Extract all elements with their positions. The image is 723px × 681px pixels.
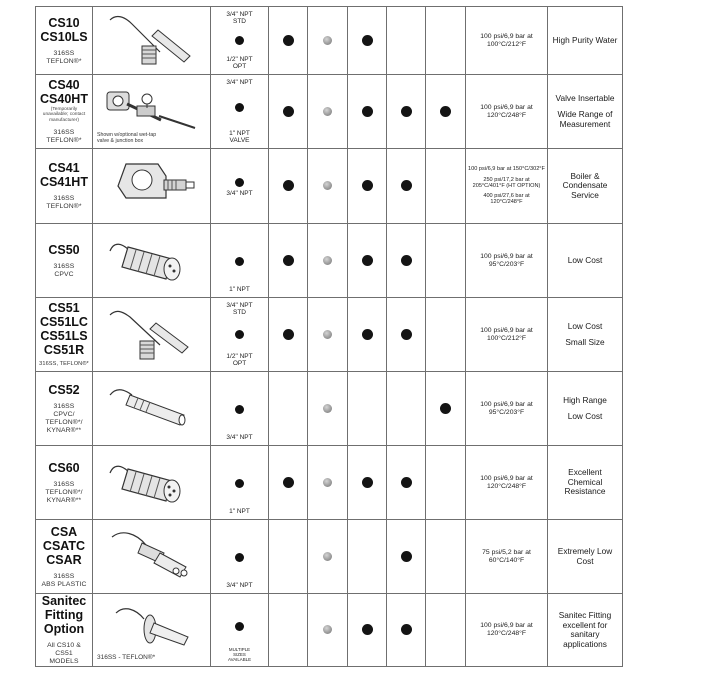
grey-dot-icon [323, 330, 332, 339]
connection-cell [211, 298, 269, 372]
model-name: Option [43, 622, 85, 636]
material-text: 316SS [53, 480, 75, 488]
connection-text: 3/4" NPT [226, 78, 253, 86]
model-name: Sanitec [41, 594, 87, 608]
feature-cell [387, 298, 426, 372]
sensor-illustration-icon [93, 381, 210, 436]
rating-text: 400 psi/27,6 bar at 120°C/248°F [483, 193, 530, 206]
material-text: 316SS [53, 195, 75, 202]
black-dot-icon [283, 35, 294, 46]
material-text: 316SS [53, 402, 75, 410]
application-text: Low Cost [567, 320, 603, 331]
feature-cell [348, 520, 387, 594]
feature-cell [426, 149, 466, 224]
connection-text: 3/4" NPT [226, 582, 253, 589]
application-cell [548, 75, 623, 149]
material-text: TEFLON®* [46, 203, 82, 210]
connection-text: 3/4" NPT [226, 434, 253, 441]
sensor-illustration-icon [93, 156, 210, 216]
model-cell [36, 520, 93, 594]
model-cell [36, 7, 93, 75]
feature-cell [348, 446, 387, 520]
grey-dot-icon [323, 478, 332, 487]
connection-cell [211, 520, 269, 594]
feature-cell [426, 520, 466, 594]
application-text: Low Cost [567, 254, 603, 265]
black-dot-icon [362, 255, 373, 266]
black-dot-icon [401, 624, 412, 635]
feature-cell [387, 372, 426, 446]
connection-cell [211, 7, 269, 75]
material-text: 316SS [53, 129, 75, 137]
feature-cell [269, 372, 308, 446]
sensor-image-cell [93, 224, 211, 298]
sensor-illustration-icon [93, 305, 210, 365]
black-dot-icon [401, 180, 412, 191]
model-cell [36, 446, 93, 520]
feature-cell [308, 372, 348, 446]
connection-cell [211, 75, 269, 149]
application-text: Boiler & Condensate Service [562, 170, 608, 200]
rating-text: 100 psi/6,9 bar at 120°C/248°F [480, 622, 533, 637]
material-text: 316SS [53, 262, 75, 270]
black-dot-icon [401, 255, 412, 266]
feature-cell [308, 75, 348, 149]
connection-cell [211, 149, 269, 224]
application-cell [548, 224, 623, 298]
model-name: CSATC [42, 538, 86, 553]
grey-dot-icon [323, 625, 332, 634]
application-cell [548, 594, 623, 667]
black-dot-icon [401, 477, 412, 488]
connection-dot [235, 257, 244, 266]
feature-cell [426, 446, 466, 520]
table-row [36, 594, 623, 667]
rating-text: 100 psi/6,9 bar at 100°C/212°F [480, 326, 533, 342]
grey-dot-icon [323, 181, 332, 190]
rating-text: 100 psi/6,9 bar at 95°C/203°F [480, 252, 533, 268]
application-cell [548, 7, 623, 75]
sensor-illustration-icon [93, 527, 210, 587]
pressure-temperature-rating [466, 149, 548, 224]
application-cell [548, 520, 623, 594]
model-name: CS10LS [40, 29, 88, 44]
rating-text: 100 psi/6,9 bar at 150°C/302°F [468, 166, 545, 173]
image-caption: Shown w/optional wet-tap valve & junction box [97, 132, 157, 144]
rating-text: 100 psi/6,9 bar at 95°C/203°F [480, 400, 533, 416]
feature-cell [348, 372, 387, 446]
feature-cell [348, 149, 387, 224]
feature-cell [387, 594, 426, 667]
black-dot-icon [283, 477, 294, 488]
feature-cell [387, 75, 426, 149]
black-dot-icon [362, 329, 373, 340]
grey-dot-icon [323, 552, 332, 561]
model-cell [36, 594, 93, 667]
material-text: TEFLON®*/ [45, 488, 83, 496]
grey-dot-icon [323, 107, 332, 116]
table-row [36, 520, 623, 594]
rating-text: 250 psi/17,2 bar at 205°C/401°F (HT OPTION) [472, 176, 541, 189]
application-cell [548, 372, 623, 446]
connection-dot [235, 330, 244, 339]
sensor-illustration-icon [93, 84, 210, 139]
model-cell [36, 149, 93, 224]
sensor-illustration-icon [93, 12, 210, 70]
pressure-temperature-rating [466, 224, 548, 298]
material-text: KYNAR®** [46, 426, 82, 434]
rating-text: 100 psi/6,9 bar at 120°C/248°F [480, 103, 533, 119]
material-text: TEFLON®* [46, 137, 82, 145]
feature-cell [426, 298, 466, 372]
sensor-image-cell [93, 298, 211, 372]
feature-cell [269, 7, 308, 75]
pressure-temperature-rating [466, 298, 548, 372]
model-name: CS41HT [40, 175, 88, 189]
connection-dot [235, 36, 244, 45]
table-row [36, 75, 623, 149]
feature-cell [348, 298, 387, 372]
black-dot-icon [362, 624, 373, 635]
application-text: Extremely Low Cost [557, 546, 613, 566]
sensor-image-cell [93, 75, 211, 149]
black-dot-icon [362, 180, 373, 191]
material-text: KYNAR®** [46, 496, 82, 504]
application-text: Low Cost [567, 411, 603, 421]
sensor-illustration-icon [93, 233, 210, 288]
application-text: Sanitec Fitting excellent for sanitary applications [558, 610, 612, 649]
model-name: CS40HT [40, 91, 88, 106]
black-dot-icon [401, 329, 412, 340]
application-text: Small Size [565, 337, 605, 347]
application-cell [548, 446, 623, 520]
black-dot-icon [401, 551, 412, 562]
sensor-comparison-table [35, 6, 623, 667]
model-name: Fitting [44, 608, 84, 622]
feature-cell [269, 149, 308, 224]
application-text: Valve Insertable [555, 92, 615, 103]
material-list [38, 481, 90, 505]
image-caption: 316SS - TEFLON®* [97, 654, 156, 661]
sensor-image-cell [93, 594, 211, 667]
table-row [36, 372, 623, 446]
feature-cell [308, 298, 348, 372]
black-dot-icon [401, 106, 412, 117]
black-dot-icon [283, 255, 294, 266]
connection-dot [235, 479, 244, 488]
feature-cell [348, 75, 387, 149]
material-list [38, 195, 90, 211]
application-text: High Purity Water [552, 34, 618, 45]
connection-dot [235, 103, 244, 112]
table-row [36, 149, 623, 224]
connection-cell [211, 372, 269, 446]
model-name: CS50 [48, 242, 80, 257]
feature-cell [269, 520, 308, 594]
black-dot-icon [440, 106, 451, 117]
connection-cell [211, 224, 269, 298]
application-cell [548, 149, 623, 224]
model-name: CS52 [48, 382, 80, 397]
feature-cell [387, 7, 426, 75]
grey-dot-icon [323, 404, 332, 413]
connection-text: MULTIPLE SIZES AVAILABLE [227, 647, 252, 662]
model-name: CSAR [46, 552, 82, 567]
feature-cell [348, 7, 387, 75]
table-row [36, 224, 623, 298]
grey-dot-icon [323, 36, 332, 45]
application-text: Wide Range of Measurement [557, 109, 613, 129]
connection-dot [235, 178, 244, 187]
material-list [38, 642, 90, 666]
rating-text: 75 psi/5,2 bar at 60°C/140°F [482, 548, 531, 564]
material-text: 316SS [53, 572, 75, 580]
material-list [38, 360, 90, 368]
material-list [38, 129, 90, 145]
material-text: CPVC [54, 270, 74, 278]
material-list [38, 50, 90, 66]
connection-dot [235, 553, 244, 562]
connection-dot [235, 405, 244, 414]
model-name: CS40 [48, 77, 80, 92]
connection-text: 1" NPT VALVE [229, 129, 250, 144]
feature-cell [269, 75, 308, 149]
model-name: CS60 [48, 460, 80, 475]
material-text: ABS PLASTIC [41, 580, 87, 588]
feature-cell [387, 446, 426, 520]
material-text: TEFLON®*/ [45, 418, 83, 426]
feature-cell [269, 298, 308, 372]
model-name: CS41 [48, 161, 80, 175]
feature-cell [308, 594, 348, 667]
grey-dot-icon [323, 256, 332, 265]
sensor-image-cell [93, 520, 211, 594]
sensor-illustration-icon [93, 603, 210, 658]
model-note: (Temporarily unavailable; contact manufacturer) [42, 106, 86, 123]
material-text: 316SS [53, 49, 75, 57]
model-name: CS51R [43, 343, 85, 357]
rating-text: 100 psi/6,9 bar at 100°C/212°F [480, 32, 533, 48]
sensor-image-cell [93, 7, 211, 75]
connection-text: 3/4" NPT STD [226, 301, 253, 316]
application-cell [548, 298, 623, 372]
black-dot-icon [440, 403, 451, 414]
connection-cell [211, 594, 269, 667]
model-name: CS51LS [40, 329, 88, 343]
feature-cell [426, 224, 466, 298]
black-dot-icon [362, 106, 373, 117]
black-dot-icon [283, 329, 294, 340]
feature-cell [348, 224, 387, 298]
table-row [36, 446, 623, 520]
black-dot-icon [362, 35, 373, 46]
model-cell [36, 224, 93, 298]
comparison-grid [35, 6, 623, 667]
black-dot-icon [283, 106, 294, 117]
model-name: CS51 [48, 301, 80, 315]
sensor-illustration-icon [93, 455, 210, 510]
pressure-temperature-rating [466, 446, 548, 520]
feature-cell [308, 7, 348, 75]
model-cell [36, 372, 93, 446]
black-dot-icon [362, 477, 373, 488]
pressure-temperature-rating [466, 75, 548, 149]
pressure-temperature-rating [466, 520, 548, 594]
model-name: CSA [50, 524, 78, 539]
connection-cell [211, 446, 269, 520]
sensor-image-cell [93, 149, 211, 224]
feature-cell [387, 149, 426, 224]
material-list [38, 573, 90, 589]
feature-cell [308, 520, 348, 594]
connection-text: 1/2" NPT OPT [226, 352, 253, 367]
connection-text: 3/4" NPT STD [226, 10, 253, 25]
model-name: CS51LC [40, 315, 88, 329]
feature-cell [348, 594, 387, 667]
connection-text: 1" NPT [229, 286, 250, 293]
material-list [38, 403, 90, 435]
material-text: 316SS, TEFLON®* [39, 361, 89, 367]
feature-cell [426, 7, 466, 75]
material-list [38, 263, 90, 279]
application-text: High Range [563, 394, 607, 405]
table-row [36, 7, 623, 75]
model-cell [36, 298, 93, 372]
material-text: All CS10 & CS51 [47, 642, 81, 657]
pressure-temperature-rating [466, 372, 548, 446]
sensor-image-cell [93, 372, 211, 446]
feature-cell [387, 520, 426, 594]
connection-dot [235, 622, 244, 631]
connection-text: 3/4" NPT [226, 189, 253, 197]
black-dot-icon [283, 180, 294, 191]
application-text: Excellent Chemical Resistance [564, 467, 606, 497]
material-text: MODELS [49, 658, 79, 665]
feature-cell [387, 224, 426, 298]
connection-text: 1" NPT [229, 508, 250, 515]
feature-cell [426, 594, 466, 667]
feature-cell [308, 446, 348, 520]
pressure-temperature-rating [466, 594, 548, 667]
rating-text: 100 psi/6,9 bar at 120°C/248°F [480, 474, 533, 490]
pressure-temperature-rating [466, 7, 548, 75]
connection-text: 1/2" NPT OPT [226, 55, 253, 70]
feature-cell [426, 372, 466, 446]
model-cell [36, 75, 93, 149]
feature-cell [269, 446, 308, 520]
model-name: CS10 [48, 15, 80, 30]
material-text: TEFLON®* [46, 57, 82, 65]
feature-cell [308, 149, 348, 224]
sensor-image-cell [93, 446, 211, 520]
table-row [36, 298, 623, 372]
feature-cell [308, 224, 348, 298]
feature-cell [426, 75, 466, 149]
feature-cell [269, 594, 308, 667]
feature-cell [269, 224, 308, 298]
material-text: CPVC/ [53, 410, 75, 418]
